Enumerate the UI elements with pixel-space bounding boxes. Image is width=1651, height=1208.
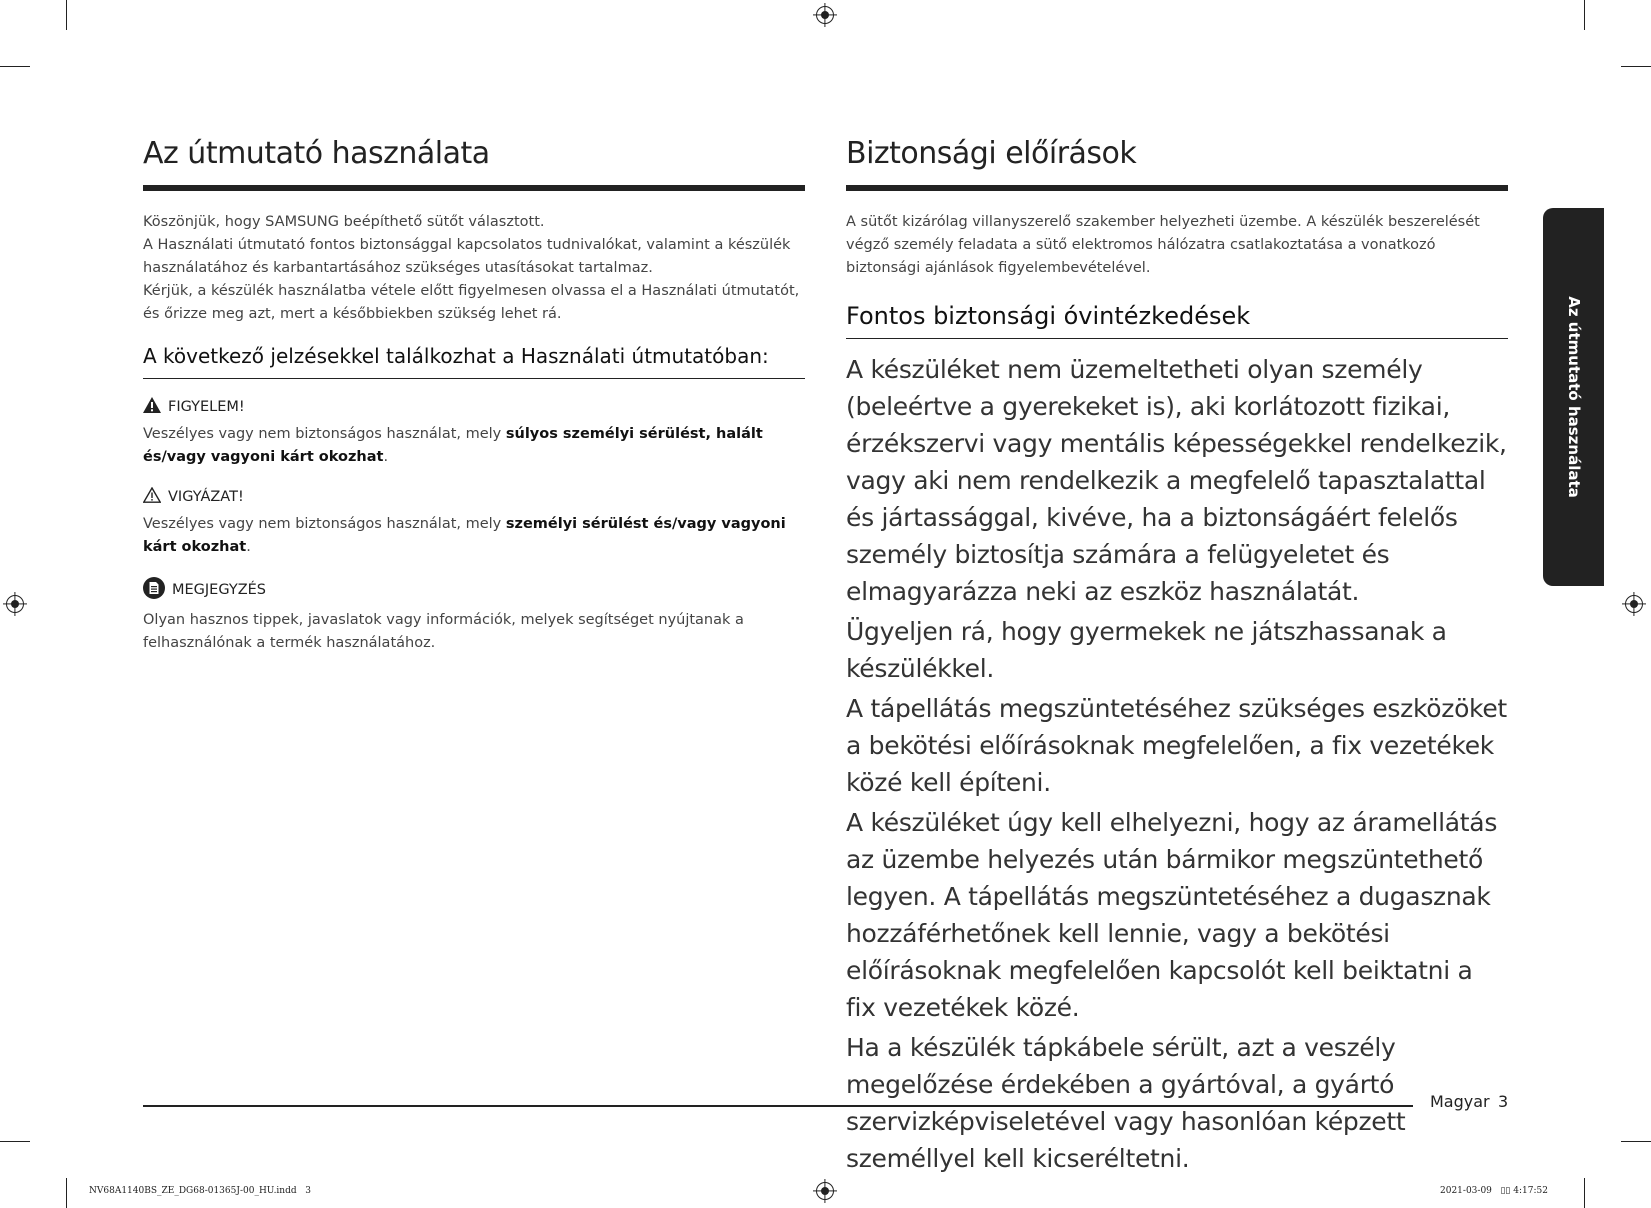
footer-language: Magyar [1430,1092,1490,1111]
registration-mark-icon [6,595,24,613]
precaution-paragraph: A készüléket nem üzemeltetheti olyan személy (beleértve a gyerekeket is), aki korlátozott fizikai, érzékszervi vagy mentális képességekkel rendelkezik, vagy aki nem rendelkezik a megfelelő tapasztalattal és jártassággal, kivéve, ha a biztonságáért felelős személy biztosítja számára a felügyeletet és elmagyarázza neki az eszköz használatát. [846,355,1507,606]
caution-label: VIGYÁZAT! [168,489,244,505]
precaution-paragraph: Ügyeljen rá, hogy gyermekek ne játszhassanak a készülékkel. [846,617,1447,683]
warning-block [143,397,805,469]
page-number: 3 [1498,1092,1509,1111]
intro-text [143,211,805,326]
registration-mark-icon [816,1182,834,1200]
caution-text-bold: személyi sérülést és/vagy vagyoni kárt okozhat [143,516,786,555]
intro-line: Köszönjük, hogy SAMSUNG beépíthető sütőt választott. [143,214,545,230]
side-tab-label: Az útmutató használata [1564,296,1583,498]
section-side-tab [1543,208,1604,586]
warning-label: FIGYELEM! [168,399,245,415]
title-rule [143,185,805,191]
title-rule [846,185,1508,191]
precaution-paragraph: A készüléket úgy kell elhelyezni, hogy az áramellátás az üzembe helyezés után bármikor megszüntethető legyen. A tápellátás megszüntetéséhez a dugasznak hozzáférhetőnek kell lennie, vagy a bekötési előírásoknak megfelelően kapcsolót kell beiktatni a fix vezetékek közé. [846,808,1498,1022]
warning-text-bold: súlyos személyi sérülést, halált és/vagy vagyoni kárt okozhat [143,426,763,465]
crop-mark [1584,1178,1585,1208]
slug-date: 2021-03-09 ▯▯ 4:17:52 [1440,1186,1548,1196]
caution-block [143,487,805,559]
crop-mark [66,0,67,30]
page-title-right: Biztonsági előírások [846,136,1137,171]
page-title-left: Az útmutató használata [143,136,490,171]
crop-mark [0,1141,30,1142]
intro-line: A Használati útmutató fontos biztonsággal kapcsolatos tudnivalókat, valamint a készülék használatához és karbantartásához szükséges utasításokat tartalmaz. [143,237,791,276]
warning-icon [143,397,161,417]
crop-mark [0,66,30,67]
precautions-list [846,351,1508,1177]
note-icon [143,577,165,603]
caution-text-end: . [246,539,251,555]
symbols-heading: A következő jelzésekkel találkozhat a Használati útmutatóban: [143,344,805,379]
registration-mark-icon [1625,595,1643,613]
warning-text: Veszélyes vagy nem biztonságos használat, mely [143,426,506,442]
left-column [143,132,805,655]
crop-mark [1621,66,1651,67]
note-block [143,577,805,655]
intro-line: Kérjük, a készülék használatba vétele előtt figyelmesen olvassa el a Használati útmutatót, és őrizze meg azt, mert a későbbiekben szükség lehet rá. [143,283,800,322]
registration-mark-icon [816,6,834,24]
crop-mark [1584,0,1585,30]
note-text: Olyan hasznos tippek, javaslatok vagy információk, melyek segítséget nyújtanak a felhasználónak a termék használatához. [143,612,744,651]
crop-mark [1621,1141,1651,1142]
crop-mark [66,1178,67,1208]
caution-text: Veszélyes vagy nem biztonságos használat, mely [143,516,506,532]
note-label: MEGJEGYZÉS [172,582,267,598]
right-column [846,132,1508,1180]
safety-intro: A sütőt kizárólag villanyszerelő szakember helyezheti üzembe. A készülék beszerelését végző személy feladata a sütő elektromos hálózatra csatlakoztatása a vonatkozó biztonsági ajánlások figyelembevételével. [846,214,1480,276]
footer-rule [143,1105,1413,1107]
slug-file: NV68A1140BS_ZE_DG68-01365J-00_HU.indd 3 [89,1186,311,1196]
precaution-paragraph: A tápellátás megszüntetéséhez szükséges eszközöket a bekötési előírásoknak megfelelően, a fix vezetékek közé kell építeni. [846,694,1507,797]
precautions-heading: Fontos biztonsági óvintézkedések [846,302,1508,339]
precaution-paragraph: Ha a készülék tápkábele sérült, azt a veszély megelőzése érdekében a gyártóval, a gyártó szervizképviseletével vagy hasonlóan képzett személlyel kell kicseréltetni. [846,1033,1406,1173]
warning-text-end: . [383,449,389,465]
caution-icon [143,487,161,507]
